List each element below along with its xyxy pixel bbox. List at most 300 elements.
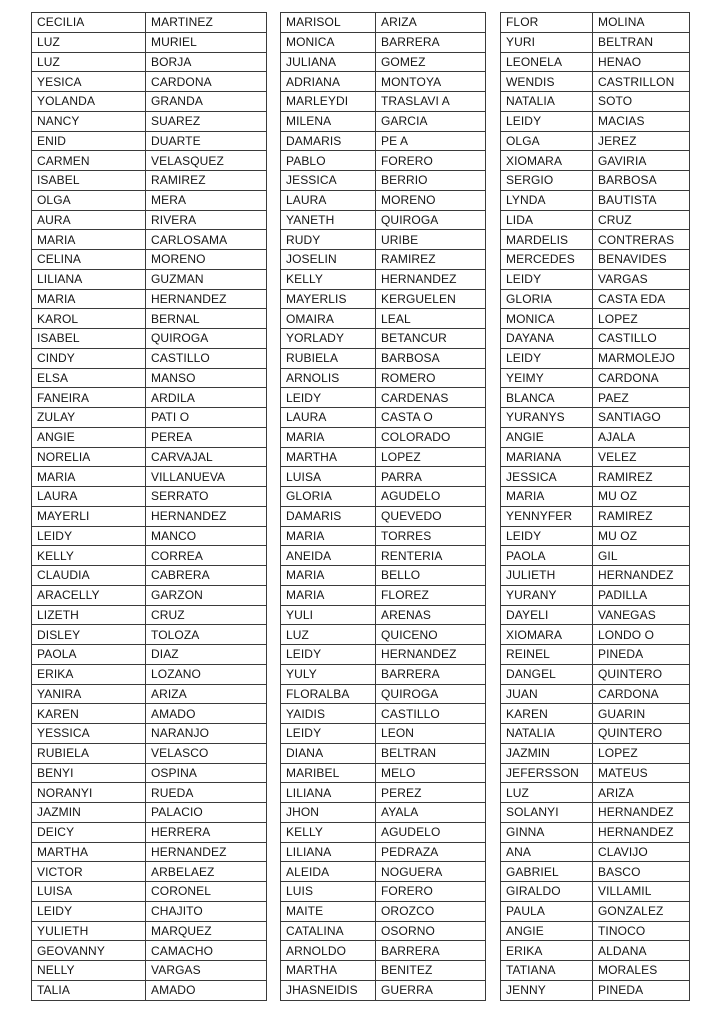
- table-row: [32, 842, 267, 862]
- table-row: [281, 645, 486, 665]
- first-name-cell: MARIANA: [501, 447, 593, 467]
- last-name-cell: HERNANDEZ: [376, 269, 486, 289]
- last-name-cell: CASTILLO: [376, 704, 486, 724]
- last-name-cell: CARDONA: [593, 368, 690, 388]
- table-row: [32, 526, 267, 546]
- last-name-cell: SERRATO: [146, 487, 267, 507]
- first-name-cell: KELLY: [32, 546, 146, 566]
- table-row: [281, 921, 486, 941]
- last-name-cell: BARRERA: [376, 664, 486, 684]
- first-name-cell: JENNY: [501, 980, 593, 1000]
- table-row: [32, 210, 267, 230]
- table-row: [281, 526, 486, 546]
- last-name-cell: LEAL: [376, 309, 486, 329]
- table-row: [501, 803, 690, 823]
- table-row: [32, 961, 267, 981]
- first-name-cell: XIOMARA: [501, 625, 593, 645]
- last-name-cell: CASTILLO: [146, 348, 267, 368]
- last-name-cell: BERNAL: [146, 309, 267, 329]
- first-name-cell: MARLEYDI: [281, 92, 376, 112]
- first-name-cell: MAYERLI: [32, 506, 146, 526]
- table-row: [32, 704, 267, 724]
- last-name-cell: PEREA: [146, 427, 267, 447]
- last-name-cell: MERA: [146, 190, 267, 210]
- first-name-cell: KAROL: [32, 309, 146, 329]
- first-name-cell: LUZ: [281, 625, 376, 645]
- names-table-column-3: [500, 12, 690, 1001]
- first-name-cell: XIOMARA: [501, 151, 593, 171]
- table-row: [281, 625, 486, 645]
- table-row: [501, 605, 690, 625]
- first-name-cell: YANIRA: [32, 684, 146, 704]
- first-name-cell: CARMEN: [32, 151, 146, 171]
- first-name-cell: MERCEDES: [501, 250, 593, 270]
- table-row: [501, 368, 690, 388]
- last-name-cell: BELTRAN: [593, 32, 690, 52]
- last-name-cell: GARZON: [146, 585, 267, 605]
- table-row: [501, 427, 690, 447]
- first-name-cell: LEIDY: [281, 388, 376, 408]
- first-name-cell: ERIKA: [32, 664, 146, 684]
- last-name-cell: RAMIREZ: [376, 250, 486, 270]
- table-row: [32, 546, 267, 566]
- first-name-cell: NATALIA: [501, 724, 593, 744]
- table-row: [281, 941, 486, 961]
- last-name-cell: GAVIRIA: [593, 151, 690, 171]
- last-name-cell: HERRERA: [146, 822, 267, 842]
- last-name-cell: CRUZ: [146, 605, 267, 625]
- first-name-cell: YENNYFER: [501, 506, 593, 526]
- first-name-cell: AURA: [32, 210, 146, 230]
- first-name-cell: VICTOR: [32, 862, 146, 882]
- first-name-cell: OLGA: [501, 131, 593, 151]
- first-name-cell: YURANY: [501, 585, 593, 605]
- first-name-cell: LEIDY: [501, 269, 593, 289]
- last-name-cell: BARBOSA: [593, 171, 690, 191]
- last-name-cell: CONTRERAS: [593, 230, 690, 250]
- table-row: [32, 348, 267, 368]
- first-name-cell: ERIKA: [501, 941, 593, 961]
- table-row: [281, 783, 486, 803]
- table-row: [501, 388, 690, 408]
- table-row: [501, 743, 690, 763]
- last-name-cell: TOLOZA: [146, 625, 267, 645]
- first-name-cell: JHON: [281, 803, 376, 823]
- table-row: [281, 467, 486, 487]
- last-name-cell: AYALA: [376, 803, 486, 823]
- last-name-cell: HERNANDEZ: [146, 842, 267, 862]
- table-row: [32, 92, 267, 112]
- table-row: [32, 269, 267, 289]
- first-name-cell: MONICA: [281, 32, 376, 52]
- table-row: [501, 921, 690, 941]
- first-name-cell: ENID: [32, 131, 146, 151]
- first-name-cell: KELLY: [281, 269, 376, 289]
- first-name-cell: NANCY: [32, 111, 146, 131]
- table-row: [281, 763, 486, 783]
- last-name-cell: URIBE: [376, 230, 486, 250]
- table-row: [281, 882, 486, 902]
- first-name-cell: LEIDY: [281, 645, 376, 665]
- table-row: [501, 862, 690, 882]
- table-row: [501, 941, 690, 961]
- table-row: [281, 842, 486, 862]
- last-name-cell: MU OZ: [593, 487, 690, 507]
- last-name-cell: GRANDA: [146, 92, 267, 112]
- first-name-cell: JULIETH: [501, 566, 593, 586]
- first-name-cell: JUAN: [501, 684, 593, 704]
- last-name-cell: PEDRAZA: [376, 842, 486, 862]
- first-name-cell: MILENA: [281, 111, 376, 131]
- last-name-cell: CARDONA: [146, 72, 267, 92]
- last-name-cell: MANSO: [146, 368, 267, 388]
- first-name-cell: YORLADY: [281, 329, 376, 349]
- first-name-cell: YURANYS: [501, 408, 593, 428]
- last-name-cell: QUIROGA: [146, 329, 267, 349]
- table-row: [501, 72, 690, 92]
- first-name-cell: MAYERLIS: [281, 289, 376, 309]
- table-row: [281, 289, 486, 309]
- table-row: [281, 546, 486, 566]
- table-row: [501, 467, 690, 487]
- names-table-column-2: [280, 12, 486, 1001]
- first-name-cell: LAURA: [281, 190, 376, 210]
- table-row: [32, 566, 267, 586]
- first-name-cell: LUZ: [32, 52, 146, 72]
- table-row: [281, 822, 486, 842]
- table-row: [32, 743, 267, 763]
- table-row: [281, 566, 486, 586]
- first-name-cell: MARISOL: [281, 13, 376, 33]
- last-name-cell: VILLAMIL: [593, 882, 690, 902]
- last-name-cell: BAUTISTA: [593, 190, 690, 210]
- last-name-cell: ARBELAEZ: [146, 862, 267, 882]
- first-name-cell: ANA: [501, 842, 593, 862]
- last-name-cell: CARVAJAL: [146, 447, 267, 467]
- last-name-cell: AGUDELO: [376, 822, 486, 842]
- last-name-cell: BARRERA: [376, 32, 486, 52]
- last-name-cell: RAMIREZ: [593, 506, 690, 526]
- table-row: [281, 980, 486, 1000]
- first-name-cell: LEIDY: [281, 724, 376, 744]
- first-name-cell: FLOR: [501, 13, 593, 33]
- table-row: [281, 309, 486, 329]
- table-row: [32, 467, 267, 487]
- table-row: [281, 803, 486, 823]
- last-name-cell: VELASQUEZ: [146, 151, 267, 171]
- first-name-cell: SOLANYI: [501, 803, 593, 823]
- table-row: [32, 901, 267, 921]
- table-row: [501, 585, 690, 605]
- last-name-cell: NOGUERA: [376, 862, 486, 882]
- last-name-cell: CASTA O: [376, 408, 486, 428]
- first-name-cell: YOLANDA: [32, 92, 146, 112]
- first-name-cell: MONICA: [501, 309, 593, 329]
- table-row: [501, 348, 690, 368]
- last-name-cell: LOPEZ: [376, 447, 486, 467]
- first-name-cell: MARIA: [501, 487, 593, 507]
- first-name-cell: RUDY: [281, 230, 376, 250]
- last-name-cell: HENAO: [593, 52, 690, 72]
- first-name-cell: LUZ: [32, 32, 146, 52]
- first-name-cell: CECILIA: [32, 13, 146, 33]
- table-row: [281, 190, 486, 210]
- last-name-cell: VARGAS: [146, 961, 267, 981]
- last-name-cell: QUIROGA: [376, 210, 486, 230]
- last-name-cell: KERGUELEN: [376, 289, 486, 309]
- first-name-cell: PAULA: [501, 901, 593, 921]
- table-row: [501, 980, 690, 1000]
- first-name-cell: ZULAY: [32, 408, 146, 428]
- table-row: [281, 269, 486, 289]
- last-name-cell: BASCO: [593, 862, 690, 882]
- names-table-column-1: [31, 12, 267, 1001]
- last-name-cell: FORERO: [376, 882, 486, 902]
- first-name-cell: LEONELA: [501, 52, 593, 72]
- table-row: [501, 309, 690, 329]
- first-name-cell: YURI: [501, 32, 593, 52]
- first-name-cell: JOSELIN: [281, 250, 376, 270]
- first-name-cell: BLANCA: [501, 388, 593, 408]
- last-name-cell: CASTA EDA: [593, 289, 690, 309]
- table-row: [32, 329, 267, 349]
- table-row: [32, 645, 267, 665]
- first-name-cell: TALIA: [32, 980, 146, 1000]
- table-row: [281, 13, 486, 33]
- last-name-cell: CABRERA: [146, 566, 267, 586]
- last-name-cell: MORENO: [376, 190, 486, 210]
- first-name-cell: KAREN: [501, 704, 593, 724]
- first-name-cell: MARIA: [32, 467, 146, 487]
- table-row: [32, 309, 267, 329]
- table-row: [32, 190, 267, 210]
- first-name-cell: LEIDY: [501, 348, 593, 368]
- last-name-cell: AMADO: [146, 704, 267, 724]
- table-row: [501, 32, 690, 52]
- first-name-cell: MARTHA: [32, 842, 146, 862]
- first-name-cell: LUZ: [501, 783, 593, 803]
- last-name-cell: PADILLA: [593, 585, 690, 605]
- table-row: [32, 724, 267, 744]
- last-name-cell: HERNANDEZ: [593, 822, 690, 842]
- table-row: [501, 329, 690, 349]
- table-row: [281, 388, 486, 408]
- table-row: [501, 230, 690, 250]
- table-row: [32, 151, 267, 171]
- table-row: [501, 111, 690, 131]
- table-row: [32, 111, 267, 131]
- table-row: [281, 230, 486, 250]
- first-name-cell: ISABEL: [32, 329, 146, 349]
- first-name-cell: FLORALBA: [281, 684, 376, 704]
- last-name-cell: CASTRILLON: [593, 72, 690, 92]
- first-name-cell: LYNDA: [501, 190, 593, 210]
- table-row: [501, 901, 690, 921]
- first-name-cell: JAZMIN: [501, 743, 593, 763]
- first-name-cell: ANGIE: [32, 427, 146, 447]
- last-name-cell: CARDENAS: [376, 388, 486, 408]
- first-name-cell: KELLY: [281, 822, 376, 842]
- first-name-cell: LEIDY: [32, 901, 146, 921]
- first-name-cell: GLORIA: [281, 487, 376, 507]
- first-name-cell: YULI: [281, 605, 376, 625]
- last-name-cell: BENAVIDES: [593, 250, 690, 270]
- first-name-cell: NATALIA: [501, 92, 593, 112]
- first-name-cell: YULIETH: [32, 921, 146, 941]
- last-name-cell: GARCIA: [376, 111, 486, 131]
- last-name-cell: CRUZ: [593, 210, 690, 230]
- last-name-cell: MELO: [376, 763, 486, 783]
- table-row: [281, 862, 486, 882]
- table-row: [281, 664, 486, 684]
- table-row: [32, 941, 267, 961]
- first-name-cell: DEICY: [32, 822, 146, 842]
- first-name-cell: FANEIRA: [32, 388, 146, 408]
- last-name-cell: MANCO: [146, 526, 267, 546]
- first-name-cell: LILIANA: [281, 842, 376, 862]
- last-name-cell: PATI O: [146, 408, 267, 428]
- first-name-cell: CLAUDIA: [32, 566, 146, 586]
- first-name-cell: PAOLA: [32, 645, 146, 665]
- first-name-cell: DIANA: [281, 743, 376, 763]
- last-name-cell: COLORADO: [376, 427, 486, 447]
- table-row: [32, 506, 267, 526]
- last-name-cell: SUAREZ: [146, 111, 267, 131]
- table-row: [501, 92, 690, 112]
- table-row: [281, 131, 486, 151]
- last-name-cell: DUARTE: [146, 131, 267, 151]
- table-row: [281, 427, 486, 447]
- first-name-cell: ALEIDA: [281, 862, 376, 882]
- last-name-cell: SOTO: [593, 92, 690, 112]
- last-name-cell: BELLO: [376, 566, 486, 586]
- last-name-cell: AMADO: [146, 980, 267, 1000]
- last-name-cell: BENITEZ: [376, 961, 486, 981]
- table-row: [281, 585, 486, 605]
- first-name-cell: MARIA: [281, 427, 376, 447]
- last-name-cell: LEON: [376, 724, 486, 744]
- last-name-cell: SANTIAGO: [593, 408, 690, 428]
- table-row: [281, 684, 486, 704]
- first-name-cell: DAYANA: [501, 329, 593, 349]
- first-name-cell: DISLEY: [32, 625, 146, 645]
- first-name-cell: DAMARIS: [281, 131, 376, 151]
- last-name-cell: PALACIO: [146, 803, 267, 823]
- last-name-cell: LOZANO: [146, 664, 267, 684]
- table-row: [501, 763, 690, 783]
- table-row: [501, 664, 690, 684]
- table-row: [501, 783, 690, 803]
- first-name-cell: ELSA: [32, 368, 146, 388]
- last-name-cell: HERNANDEZ: [376, 645, 486, 665]
- last-name-cell: PAEZ: [593, 388, 690, 408]
- last-name-cell: HERNANDEZ: [593, 803, 690, 823]
- first-name-cell: LAURA: [32, 487, 146, 507]
- first-name-cell: DAMARIS: [281, 506, 376, 526]
- first-name-cell: MARIA: [281, 585, 376, 605]
- first-name-cell: TATIANA: [501, 961, 593, 981]
- table-row: [32, 230, 267, 250]
- last-name-cell: CHAJITO: [146, 901, 267, 921]
- last-name-cell: BETANCUR: [376, 329, 486, 349]
- table-row: [281, 52, 486, 72]
- first-name-cell: GINNA: [501, 822, 593, 842]
- table-row: [281, 368, 486, 388]
- last-name-cell: PEREZ: [376, 783, 486, 803]
- first-name-cell: NORANYI: [32, 783, 146, 803]
- last-name-cell: MORENO: [146, 250, 267, 270]
- table-row: [32, 32, 267, 52]
- last-name-cell: CASTILLO: [593, 329, 690, 349]
- first-name-cell: JAZMIN: [32, 803, 146, 823]
- first-name-cell: ISABEL: [32, 171, 146, 191]
- first-name-cell: ARNOLDO: [281, 941, 376, 961]
- last-name-cell: QUICENO: [376, 625, 486, 645]
- table-row: [501, 487, 690, 507]
- first-name-cell: RUBIELA: [281, 348, 376, 368]
- last-name-cell: ARIZA: [376, 13, 486, 33]
- table-row: [281, 506, 486, 526]
- first-name-cell: LIDA: [501, 210, 593, 230]
- table-row: [501, 250, 690, 270]
- last-name-cell: TRASLAVI A: [376, 92, 486, 112]
- table-row: [501, 269, 690, 289]
- last-name-cell: ROMERO: [376, 368, 486, 388]
- last-name-cell: QUIROGA: [376, 684, 486, 704]
- first-name-cell: OLGA: [32, 190, 146, 210]
- table-row: [32, 487, 267, 507]
- first-name-cell: MARTHA: [281, 961, 376, 981]
- last-name-cell: PARRA: [376, 467, 486, 487]
- first-name-cell: JESSICA: [281, 171, 376, 191]
- last-name-cell: RENTERIA: [376, 546, 486, 566]
- first-name-cell: LEIDY: [501, 526, 593, 546]
- first-name-cell: MARIA: [281, 566, 376, 586]
- table-row: [501, 506, 690, 526]
- first-name-cell: WENDIS: [501, 72, 593, 92]
- first-name-cell: ADRIANA: [281, 72, 376, 92]
- last-name-cell: ARIZA: [146, 684, 267, 704]
- last-name-cell: BARBOSA: [376, 348, 486, 368]
- first-name-cell: JHASNEIDIS: [281, 980, 376, 1000]
- last-name-cell: OSORNO: [376, 921, 486, 941]
- table-row: [501, 546, 690, 566]
- last-name-cell: MATEUS: [593, 763, 690, 783]
- table-row: [32, 605, 267, 625]
- table-row: [32, 783, 267, 803]
- first-name-cell: DAYELI: [501, 605, 593, 625]
- last-name-cell: MARMOLEJO: [593, 348, 690, 368]
- table-row: [32, 625, 267, 645]
- table-row: [501, 13, 690, 33]
- last-name-cell: LONDO O: [593, 625, 690, 645]
- table-row: [32, 980, 267, 1000]
- last-name-cell: CAMACHO: [146, 941, 267, 961]
- last-name-cell: GOMEZ: [376, 52, 486, 72]
- first-name-cell: LIZETH: [32, 605, 146, 625]
- table-row: [281, 605, 486, 625]
- last-name-cell: VANEGAS: [593, 605, 690, 625]
- first-name-cell: LAURA: [281, 408, 376, 428]
- last-name-cell: ALDANA: [593, 941, 690, 961]
- first-name-cell: CINDY: [32, 348, 146, 368]
- last-name-cell: OSPINA: [146, 763, 267, 783]
- last-name-cell: TORRES: [376, 526, 486, 546]
- last-name-cell: RIVERA: [146, 210, 267, 230]
- table-row: [32, 52, 267, 72]
- table-row: [501, 526, 690, 546]
- last-name-cell: MOLINA: [593, 13, 690, 33]
